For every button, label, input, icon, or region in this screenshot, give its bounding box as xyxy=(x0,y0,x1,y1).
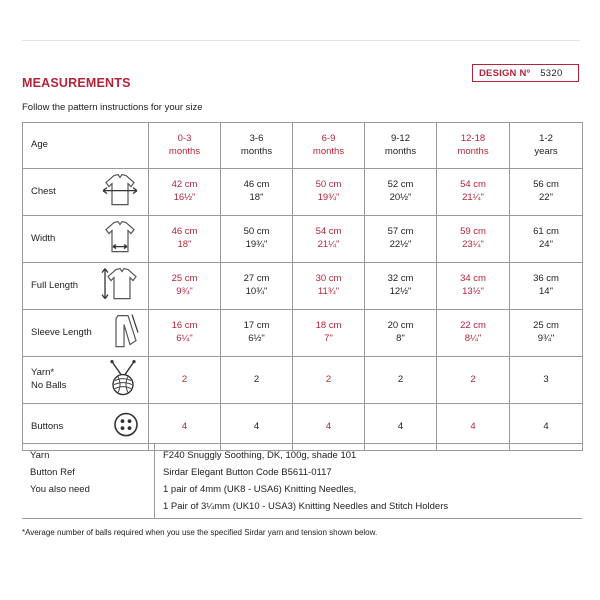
measurement-cell xyxy=(365,216,437,263)
measurement-cell xyxy=(293,216,365,263)
measurement-cell xyxy=(437,169,510,216)
cm-value: 20 cm xyxy=(387,320,414,332)
buttons-label: Buttons xyxy=(31,420,64,432)
measurement-cell xyxy=(149,263,221,310)
measurement-cell xyxy=(149,169,221,216)
inch-value: 13½" xyxy=(462,286,484,297)
also-need-value xyxy=(154,481,582,518)
measurement-cell xyxy=(437,216,510,263)
inch-value: 6½" xyxy=(248,333,265,344)
page-title: MEASUREMENTS xyxy=(22,76,131,90)
instructions-subtitle: Follow the pattern instructions for your size xyxy=(22,102,203,113)
size-unit: months xyxy=(457,145,489,157)
measurement-cell xyxy=(221,263,293,310)
button-ref-value: Sirdar Elegant Button Code B5611-0117 xyxy=(154,464,582,481)
cm-value: 61 cm xyxy=(533,226,559,238)
inch-value: 11¾" xyxy=(317,286,340,297)
button-count-cell: 4 xyxy=(437,404,510,451)
full-length-label: Full Length xyxy=(31,279,79,291)
size-range: 9-12 xyxy=(390,132,410,144)
yarn-count-cell: 2 xyxy=(365,357,437,404)
measurement-cell xyxy=(149,216,221,263)
inch-value: 16½" xyxy=(173,192,196,203)
inch-value: 8" xyxy=(396,333,405,344)
cm-value: 34 cm xyxy=(460,273,486,285)
measurement-cell xyxy=(221,169,293,216)
button-count-cell: 4 xyxy=(365,404,437,451)
size-cell xyxy=(149,123,221,169)
measurement-cell xyxy=(221,216,293,263)
inch-value: 19¾" xyxy=(245,239,268,250)
inch-value: 21¼" xyxy=(317,239,340,250)
full-length-label-cell xyxy=(23,263,149,310)
cm-value: 50 cm xyxy=(315,179,342,191)
size-unit: months xyxy=(312,145,345,157)
size-header-row xyxy=(23,123,583,169)
button-count-cell: 4 xyxy=(293,404,365,451)
measurement-cell xyxy=(149,310,221,357)
inch-value: 21¼" xyxy=(462,192,484,203)
cm-value: 36 cm xyxy=(533,273,559,285)
needles-line-2: 1 Pair of 3¼mm (UK10 - USA3) Knitting Needles and Stitch Holders xyxy=(163,501,449,512)
measurement-cell xyxy=(510,216,583,263)
inch-value: 12½" xyxy=(389,286,412,297)
design-number: 5320 xyxy=(540,67,563,79)
size-range: 3-6 xyxy=(249,132,264,144)
design-label: DESIGN Nº xyxy=(479,67,531,79)
no-balls-label: No Balls xyxy=(31,380,67,391)
sleeve-measurement-icon xyxy=(110,311,140,356)
cm-value: 25 cm xyxy=(533,320,559,332)
top-divider xyxy=(22,40,580,41)
cm-value: 32 cm xyxy=(387,273,414,285)
age-label-cell xyxy=(23,123,149,169)
inch-value: 8¼" xyxy=(464,333,482,344)
sleeve-length-label: Sleeve Length xyxy=(31,326,92,338)
button-ref-row xyxy=(22,464,582,481)
age-label: Age xyxy=(31,139,48,151)
size-range: 6-9 xyxy=(321,132,336,144)
inch-value: 24" xyxy=(539,239,553,250)
chest-label: Chest xyxy=(31,185,56,197)
yarn-label-cell xyxy=(23,357,149,404)
button-count-cell: 4 xyxy=(149,404,221,451)
cm-value: 59 cm xyxy=(460,226,486,238)
needles-line-1: 1 pair of 4mm (UK8 - USA6) Knitting Needles, xyxy=(163,484,357,495)
size-cell xyxy=(437,123,510,169)
cm-value: 27 cm xyxy=(243,273,270,285)
measurement-cell xyxy=(437,263,510,310)
inch-value: 14" xyxy=(539,286,553,297)
size-unit: months xyxy=(240,145,273,157)
inch-value: 9¾" xyxy=(176,286,193,297)
width-label-cell xyxy=(23,216,149,263)
footnote: *Average number of balls required when you use the specified Sirdar yarn and tension shown below. xyxy=(22,528,378,537)
inch-value: 10¾" xyxy=(245,286,268,297)
size-unit: months xyxy=(168,145,201,157)
size-range: 1-2 xyxy=(539,132,553,144)
size-cell xyxy=(293,123,365,169)
yarn-count-cell: 2 xyxy=(437,357,510,404)
chest-measurement-icon xyxy=(100,170,140,215)
button-count-cell: 4 xyxy=(510,404,583,451)
inch-value: 22½" xyxy=(389,239,412,250)
measurement-cell xyxy=(221,310,293,357)
chest-label-cell xyxy=(23,169,149,216)
design-number-box xyxy=(472,64,579,82)
width-measurement-icon xyxy=(100,217,140,262)
cm-value: 30 cm xyxy=(315,273,342,285)
measurement-cell xyxy=(510,169,583,216)
size-range: 12-18 xyxy=(460,132,486,144)
materials-info xyxy=(22,443,582,519)
measurement-cell xyxy=(293,169,365,216)
yarn-info-value: F240 Snuggly Soothing, DK, 100g, shade 101 xyxy=(154,444,582,464)
sleeve-length-label-cell xyxy=(23,310,149,357)
yarn-info-row xyxy=(22,444,582,464)
inch-value: 18" xyxy=(249,192,264,203)
inch-value: 19¾" xyxy=(317,192,340,203)
yarn-count-cell: 2 xyxy=(221,357,293,404)
sleeve-length-row xyxy=(23,310,583,357)
yarn-label: Yarn* xyxy=(31,367,55,379)
yarn-count-cell: 3 xyxy=(510,357,583,404)
cm-value: 57 cm xyxy=(387,226,414,238)
button-icon xyxy=(112,411,140,444)
cm-value: 54 cm xyxy=(315,226,342,238)
measurement-cell xyxy=(437,310,510,357)
cm-value: 50 cm xyxy=(243,226,270,238)
button-ref-label: Button Ref xyxy=(30,467,75,478)
inch-value: 6¼" xyxy=(176,333,193,344)
size-unit: years xyxy=(534,145,558,157)
size-range: 0-3 xyxy=(177,132,192,144)
yarn-info-label: Yarn xyxy=(30,450,50,461)
cm-value: 22 cm xyxy=(460,320,486,332)
measurement-cell xyxy=(510,310,583,357)
inch-value: 18" xyxy=(177,239,192,250)
cm-value: 52 cm xyxy=(387,179,414,191)
size-cell xyxy=(365,123,437,169)
cm-value: 25 cm xyxy=(171,273,198,285)
size-cell xyxy=(510,123,583,169)
measurement-cell xyxy=(510,263,583,310)
chest-row xyxy=(23,169,583,216)
also-need-row xyxy=(22,481,582,518)
width-label: Width xyxy=(31,232,56,244)
cm-value: 16 cm xyxy=(171,320,198,332)
yarn-balls-row xyxy=(23,357,583,404)
inch-value: 20½" xyxy=(389,192,412,203)
size-unit: months xyxy=(384,145,417,157)
yarn-count-cell: 2 xyxy=(293,357,365,404)
cm-value: 17 cm xyxy=(243,320,270,332)
full-length-row xyxy=(23,263,583,310)
yarn-ball-icon xyxy=(106,359,140,402)
measurement-cell xyxy=(293,310,365,357)
cm-value: 18 cm xyxy=(315,320,342,332)
measurement-cell xyxy=(293,263,365,310)
measurement-cell xyxy=(365,310,437,357)
cm-value: 46 cm xyxy=(243,179,270,191)
measurements-table xyxy=(22,122,583,451)
inch-value: 22" xyxy=(539,192,553,203)
yarn-count-cell: 2 xyxy=(149,357,221,404)
inch-value: 7" xyxy=(324,333,333,344)
length-measurement-icon xyxy=(100,264,140,309)
also-need-label: You also need xyxy=(30,484,90,495)
inch-value: 9¾" xyxy=(537,333,555,344)
cm-value: 46 cm xyxy=(171,226,198,238)
cm-value: 42 cm xyxy=(171,179,198,191)
size-cell xyxy=(221,123,293,169)
cm-value: 56 cm xyxy=(533,179,559,191)
measurement-cell xyxy=(365,263,437,310)
width-row xyxy=(23,216,583,263)
cm-value: 54 cm xyxy=(460,179,486,191)
inch-value: 23¼" xyxy=(462,239,484,250)
button-count-cell: 4 xyxy=(221,404,293,451)
measurement-cell xyxy=(365,169,437,216)
